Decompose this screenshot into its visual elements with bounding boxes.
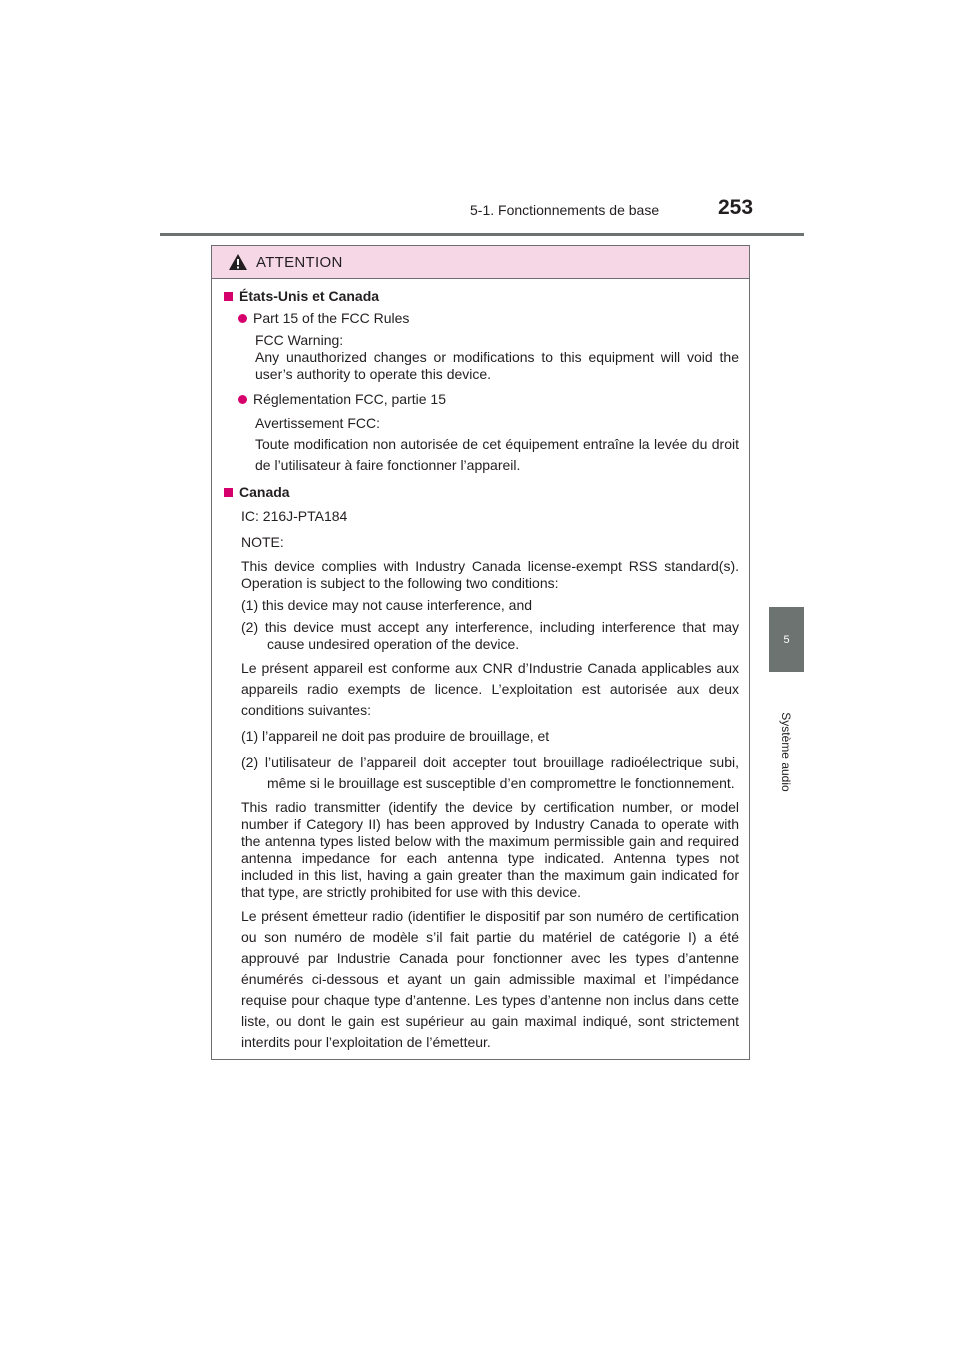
section-heading: [224, 288, 739, 305]
bullet-content: [224, 413, 739, 476]
paragraph: (2) l’utilisateur de l’appareil doit accepter tout brouillage radioélectrique subi, même si le brouillage est susceptible d’en compromettre le fonctionnement.: [241, 754, 739, 791]
bullet-label: Part 15 of the FCC Rules: [253, 310, 410, 326]
bullet-content: [224, 332, 739, 383]
bullet-line: Toute modification non autorisée de cet équipement entraîne la levée du droit de l’utilisateur à faire fonctionner l’appareil.: [255, 436, 739, 473]
section-heading-text: États-Unis et Canada: [239, 288, 380, 304]
warning-triangle-icon: [228, 253, 248, 271]
section-heading-text: Canada: [239, 484, 290, 500]
circle-bullet-icon: [238, 314, 247, 323]
paragraph: Le présent émetteur radio (identifier le dispositif par son numéro de certification ou son numéro de modèle s’il fait partie du matériel de catégorie I) a été approuvé par Industrie Canada pour fonctionner avec les types d’antenne énumérés ci-dessous et ayant un gain admissible maximal et l’impédance requise pour chaque type d’antenne. Les types d’antenne non inclus dans cette liste, ou dont le gain est supérieur au gain maximal indiqué, sont strictement interdits pour l’exploitation de l’émetteur.: [241, 908, 739, 1050]
chapter-number: 5: [783, 633, 790, 646]
bullet-item: [224, 391, 739, 408]
bullet-item: [224, 310, 739, 327]
header-divider: [160, 233, 804, 236]
paragraph: This radio transmitter (identify the device by certification number, or model number if Category II) has been approved by Industry Canada to operate with the antenna types listed below with the maximum permissible gain and required antenna impedance for each antenna type indicated. Antenna types not included in this list, having a gain greater than the maximum gain indicated for that type, are strictly prohibited for use with this device.: [241, 799, 739, 900]
bullet-line: Avertissement FCC:: [255, 415, 380, 431]
paragraph: (2) this device must accept any interference, including interference that may cause undesired operation of the device.: [241, 619, 739, 652]
square-bullet-icon: [224, 488, 233, 497]
caution-header: [212, 246, 749, 279]
caution-body: [212, 279, 749, 1053]
bullet-line: Any unauthorized changes or modifications to this equipment will void the user’s authority to operate this device.: [255, 349, 739, 382]
caution-title: ATTENTION: [256, 253, 343, 271]
section-content: [224, 506, 739, 1053]
chapter-label: Système audio: [779, 712, 793, 792]
section-heading: [224, 484, 739, 501]
section-title: 5-1. Fonctionnements de base: [470, 202, 660, 218]
paragraph: (1) l’appareil ne doit pas produire de brouillage, et: [241, 728, 550, 744]
paragraph: IC: 216J-PTA184: [241, 508, 348, 524]
square-bullet-icon: [224, 292, 233, 301]
paragraph: This device complies with Industry Canada license-exempt RSS standard(s). Operation is subject to the following two conditions:: [241, 558, 739, 591]
bullet-label: Réglementation FCC, partie 15: [253, 391, 446, 407]
paragraph: (1) this device may not cause interference, and: [241, 597, 533, 613]
chapter-tab: [769, 607, 804, 672]
circle-bullet-icon: [238, 395, 247, 404]
paragraph: NOTE:: [241, 534, 284, 550]
page-number: 253: [718, 196, 754, 219]
paragraph: Le présent appareil est conforme aux CNR d’Industrie Canada applicables aux appareils radio exempts de licence. L’exploitation est autorisée aux deux conditions suivantes:: [241, 660, 739, 718]
bullet-line: FCC Warning:: [255, 332, 344, 348]
caution-box: [211, 245, 750, 1060]
